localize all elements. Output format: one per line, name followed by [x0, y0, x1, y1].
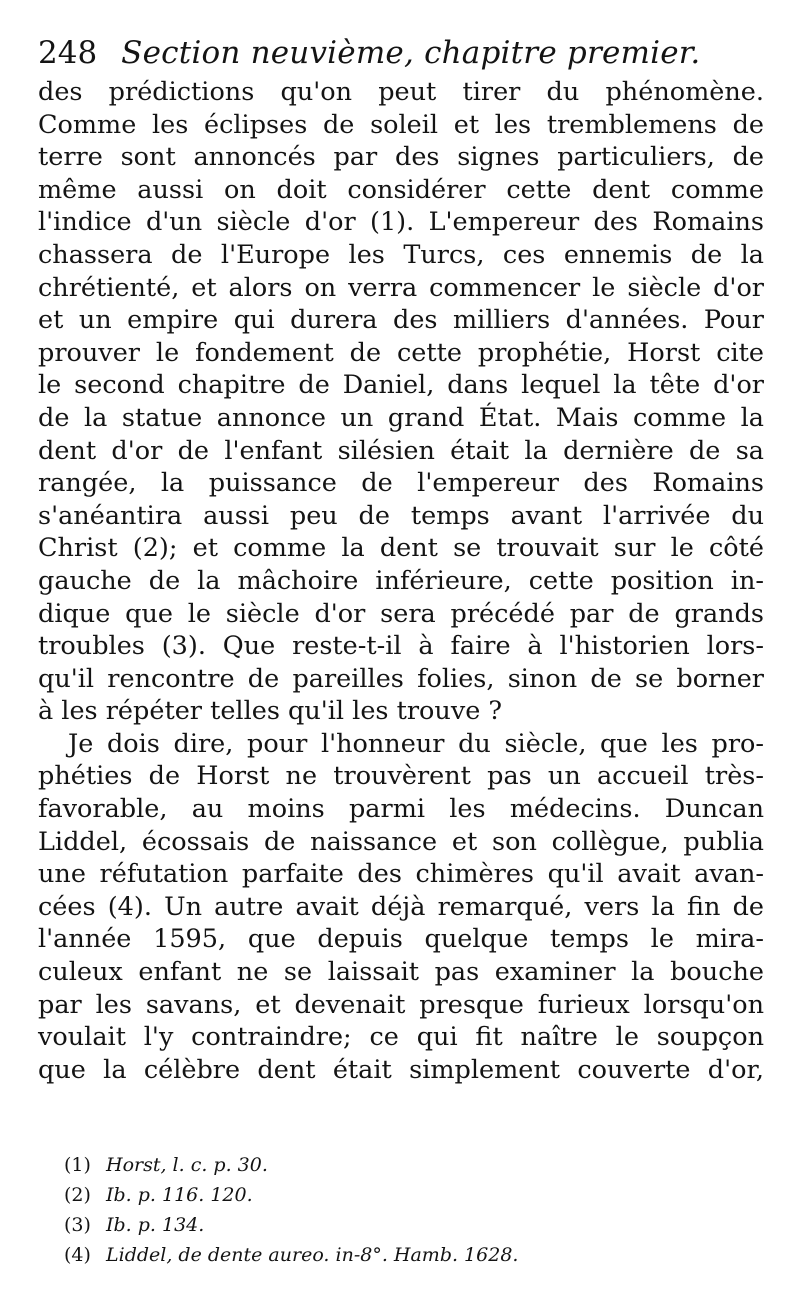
text-line: s'anéantira aussi peu de temps avant l'arrivée du [38, 500, 764, 531]
text-line: même aussi on doit considérer cette dent comme [38, 174, 764, 205]
footnote-number: (2) [64, 1184, 91, 1206]
text-line: le second chapitre de Daniel, dans lequel la tête d'or [38, 370, 764, 401]
text-line: cées (4). Un autre avait déjà remarqué, vers la fin de [38, 891, 764, 922]
text-line: de la statue annonce un grand État. Mais comme la [38, 402, 764, 433]
text-line: phéties de Horst ne trouvèrent pas un accueil très- [38, 761, 764, 792]
text-line: que la célèbre dent était simplement couverte d'or, [38, 1054, 764, 1085]
body-text [38, 76, 764, 1086]
text-line: Liddel, écossais de naissance et son collègue, publia [38, 826, 764, 857]
footnote [64, 1180, 764, 1210]
page-number: 248 [38, 35, 98, 71]
text-line: et un empire qui durera des milliers d'années. Pour [38, 305, 764, 336]
text-line: l'indice d'un siècle d'or (1). L'empereur des Romains [38, 207, 764, 238]
footnote [64, 1240, 764, 1270]
footnote [64, 1150, 764, 1180]
footnote-number: (3) [64, 1214, 91, 1236]
running-head: Section neuvième, chapitre premier. [121, 35, 701, 71]
footnotes [64, 1150, 764, 1270]
text-line: troubles (3). Que reste-t-il à faire à l'historien lors- [38, 631, 764, 662]
text-line: par les savans, et devenait presque furieux lorsqu'on [38, 989, 764, 1020]
footnote-text: Horst, l. c. p. 30. [106, 1154, 268, 1176]
footnote-number: (1) [64, 1154, 91, 1176]
text-line: rangée, la puissance de l'empereur des Romains [38, 468, 764, 499]
text-line: une réfutation parfaite des chimères qu'il avait avan- [38, 859, 764, 890]
text-line: qu'il rencontre de pareilles folies, sinon de se borner [38, 663, 764, 694]
text-line: voulait l'y contraindre; ce qui fit naître le soupçon [38, 1022, 764, 1053]
text-line: chrétienté, et alors on verra commencer le siècle d'or [38, 272, 764, 303]
text-line: Comme les éclipses de soleil et les tremblemens de [38, 109, 764, 140]
text-line: prouver le fondement de cette prophétie, Horst cite [38, 337, 764, 368]
text-line: terre sont annoncés par des signes particuliers, de [38, 142, 764, 173]
text-line: favorable, au moins parmi les médecins. Duncan [38, 794, 764, 825]
text-line: Christ (2); et comme la dent se trouvait sur le côté [38, 533, 764, 564]
text-line: chassera de l'Europe les Turcs, ces ennemis de la [38, 239, 764, 270]
footnote [64, 1210, 764, 1240]
footnote-text: Liddel, de dente aureo. in-8°. Hamb. 1628. [106, 1244, 519, 1266]
text-line: gauche de la mâchoire inférieure, cette position in- [38, 565, 764, 596]
text-line: culeux enfant ne se laissait pas examiner la bouche [38, 957, 764, 988]
footnote-number: (4) [64, 1244, 91, 1266]
text-line: des prédictions qu'on peut tirer du phénomène. [38, 77, 764, 107]
footnote-text: Ib. p. 134. [106, 1214, 205, 1236]
text-line: Je dois dire, pour l'honneur du siècle, que les pro- [68, 728, 764, 759]
text-line: l'année 1595, que depuis quelque temps le mira- [38, 924, 764, 955]
text-line: dent d'or de l'enfant silésien était la dernière de sa [38, 435, 764, 466]
page-header [38, 28, 760, 78]
text-line: dique que le siècle d'or sera précédé par de grands [38, 598, 764, 629]
text-line: à les répéter telles qu'il les trouve ? [38, 696, 503, 727]
footnote-text: Ib. p. 116. 120. [106, 1184, 253, 1206]
